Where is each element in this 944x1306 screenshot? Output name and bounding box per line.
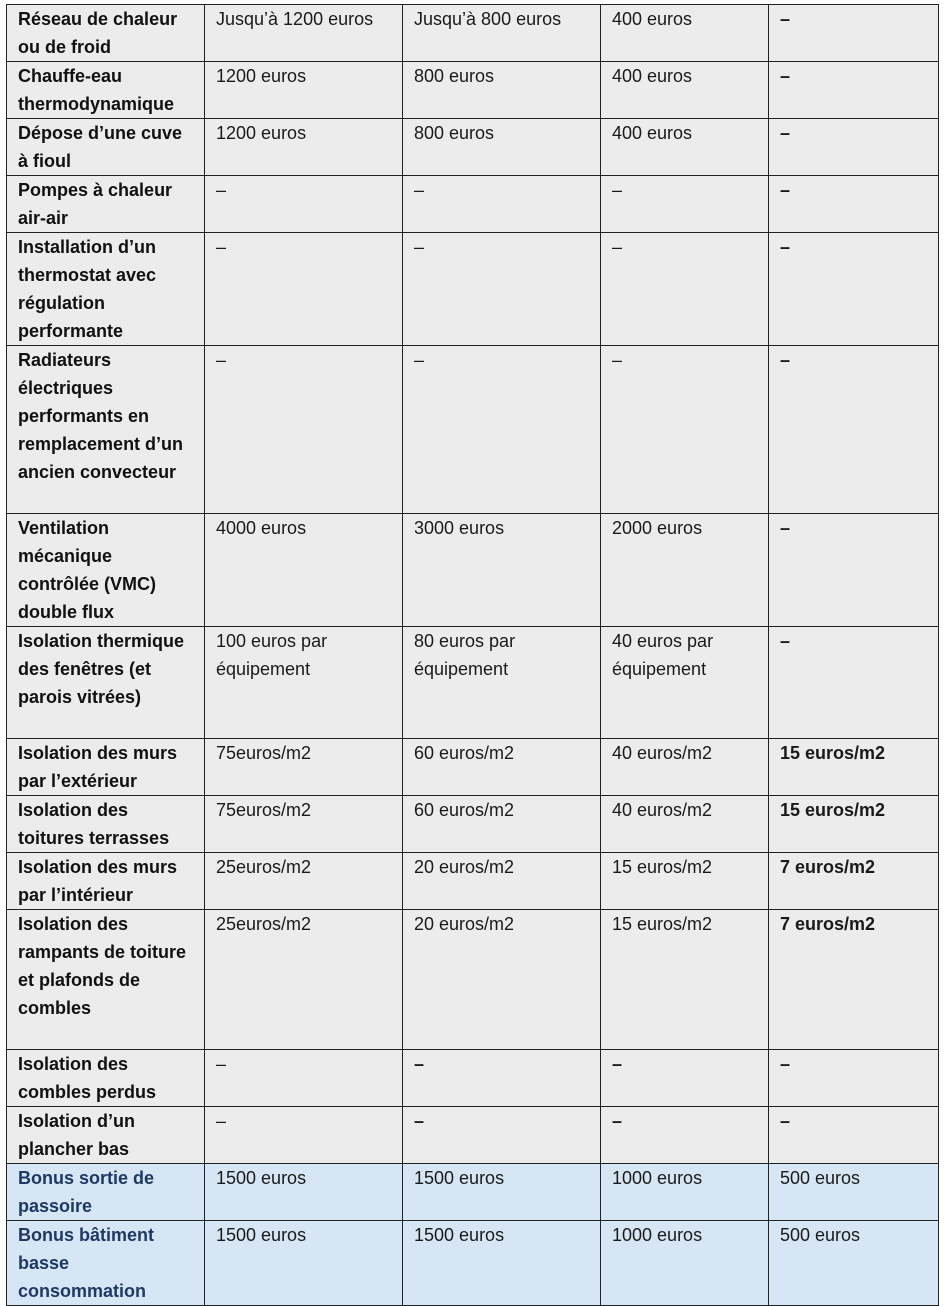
table-row <box>7 176 939 233</box>
bonus-row <box>7 1164 939 1221</box>
table-cell: 400 euros <box>601 119 769 176</box>
table-row <box>7 5 939 62</box>
table-cell: 15 euros/m2 <box>769 796 939 853</box>
table-cell: – <box>205 346 403 514</box>
row-label: Isolation des toitures terrasses <box>7 796 205 853</box>
table-row <box>7 62 939 119</box>
table-cell: 75euros/m2 <box>205 739 403 796</box>
bonus-row <box>7 1221 939 1306</box>
table-row <box>7 853 939 910</box>
table-cell: 60 euros/m2 <box>403 796 601 853</box>
table-cell: – <box>205 233 403 346</box>
table-cell: – <box>769 176 939 233</box>
table-cell: – <box>403 1050 601 1107</box>
table-row <box>7 910 939 1050</box>
row-label: Isolation des murs par l’intérieur <box>7 853 205 910</box>
aid-amounts-table <box>6 4 939 1306</box>
table-cell: – <box>769 627 939 739</box>
table-cell: 100 euros par équipement <box>205 627 403 739</box>
table-cell: 2000 euros <box>601 514 769 627</box>
table-row <box>7 627 939 739</box>
table-cell: Jusqu’à 800 euros <box>403 5 601 62</box>
table-cell: – <box>769 1050 939 1107</box>
table-row <box>7 119 939 176</box>
table-cell: – <box>601 346 769 514</box>
row-label: Ventilation mécanique contrôlée (VMC) double flux <box>7 514 205 627</box>
row-label: Chauffe-eau thermodynamique <box>7 62 205 119</box>
table-cell: – <box>205 1050 403 1107</box>
table-cell: 800 euros <box>403 119 601 176</box>
table-cell: Jusqu’à 1200 euros <box>205 5 403 62</box>
table-cell: 40 euros/m2 <box>601 796 769 853</box>
table-cell: 500 euros <box>769 1164 939 1221</box>
table-cell: 20 euros/m2 <box>403 853 601 910</box>
table-cell: 1000 euros <box>601 1164 769 1221</box>
table-cell: – <box>601 176 769 233</box>
table-cell: 500 euros <box>769 1221 939 1306</box>
table-cell: – <box>769 119 939 176</box>
table-cell: 60 euros/m2 <box>403 739 601 796</box>
table-cell: – <box>769 346 939 514</box>
table-cell: – <box>769 5 939 62</box>
table-cell: 1200 euros <box>205 62 403 119</box>
table-cell: 1200 euros <box>205 119 403 176</box>
table-cell: 400 euros <box>601 5 769 62</box>
table-cell: 400 euros <box>601 62 769 119</box>
table-cell: 1500 euros <box>403 1164 601 1221</box>
table-cell: 3000 euros <box>403 514 601 627</box>
table-cell: – <box>205 176 403 233</box>
row-label: Bonus sortie de passoire <box>7 1164 205 1221</box>
table-cell: 40 euros/m2 <box>601 739 769 796</box>
table-cell: 800 euros <box>403 62 601 119</box>
row-label: Isolation thermique des fenêtres (et parois vitrées) <box>7 627 205 739</box>
row-label: Pompes à chaleur air-air <box>7 176 205 233</box>
row-label: Installation d’un thermostat avec régulation performante <box>7 233 205 346</box>
table-cell: – <box>403 233 601 346</box>
table-cell: 25euros/m2 <box>205 910 403 1050</box>
table-row <box>7 1050 939 1107</box>
table-cell: – <box>769 514 939 627</box>
row-label: Isolation d’un plancher bas <box>7 1107 205 1164</box>
table-cell: – <box>205 1107 403 1164</box>
table-row <box>7 739 939 796</box>
table-cell: 7 euros/m2 <box>769 853 939 910</box>
table-cell: 75euros/m2 <box>205 796 403 853</box>
row-label: Isolation des combles perdus <box>7 1050 205 1107</box>
row-label: Isolation des rampants de toiture et plafonds de combles <box>7 910 205 1050</box>
table-row <box>7 796 939 853</box>
table-cell: 1500 euros <box>205 1164 403 1221</box>
table-cell: 25euros/m2 <box>205 853 403 910</box>
table-cell: 1500 euros <box>205 1221 403 1306</box>
table-cell: 15 euros/m2 <box>601 853 769 910</box>
table-cell: 7 euros/m2 <box>769 910 939 1050</box>
table-cell: – <box>403 1107 601 1164</box>
table-cell: – <box>601 1050 769 1107</box>
table-cell: – <box>769 1107 939 1164</box>
table-cell: 15 euros/m2 <box>769 739 939 796</box>
row-label: Radiateurs électriques performants en remplacement d’un ancien convecteur <box>7 346 205 514</box>
row-label: Bonus bâtiment basse consommation <box>7 1221 205 1306</box>
row-label: Dépose d’une cuve à fioul <box>7 119 205 176</box>
row-label: Réseau de chaleur ou de froid <box>7 5 205 62</box>
table-cell: – <box>403 346 601 514</box>
table-cell: 4000 euros <box>205 514 403 627</box>
table-cell: 40 euros par équipement <box>601 627 769 739</box>
table-row <box>7 346 939 514</box>
table-row <box>7 1107 939 1164</box>
table-row <box>7 514 939 627</box>
table-cell: 15 euros/m2 <box>601 910 769 1050</box>
table-cell: – <box>769 233 939 346</box>
table-cell: – <box>403 176 601 233</box>
table-cell: 1500 euros <box>403 1221 601 1306</box>
table-cell: 1000 euros <box>601 1221 769 1306</box>
table-cell: 20 euros/m2 <box>403 910 601 1050</box>
row-label: Isolation des murs par l’extérieur <box>7 739 205 796</box>
table-row <box>7 233 939 346</box>
table-cell: – <box>769 62 939 119</box>
table-cell: – <box>601 1107 769 1164</box>
table-cell: – <box>601 233 769 346</box>
table-cell: 80 euros par équipement <box>403 627 601 739</box>
